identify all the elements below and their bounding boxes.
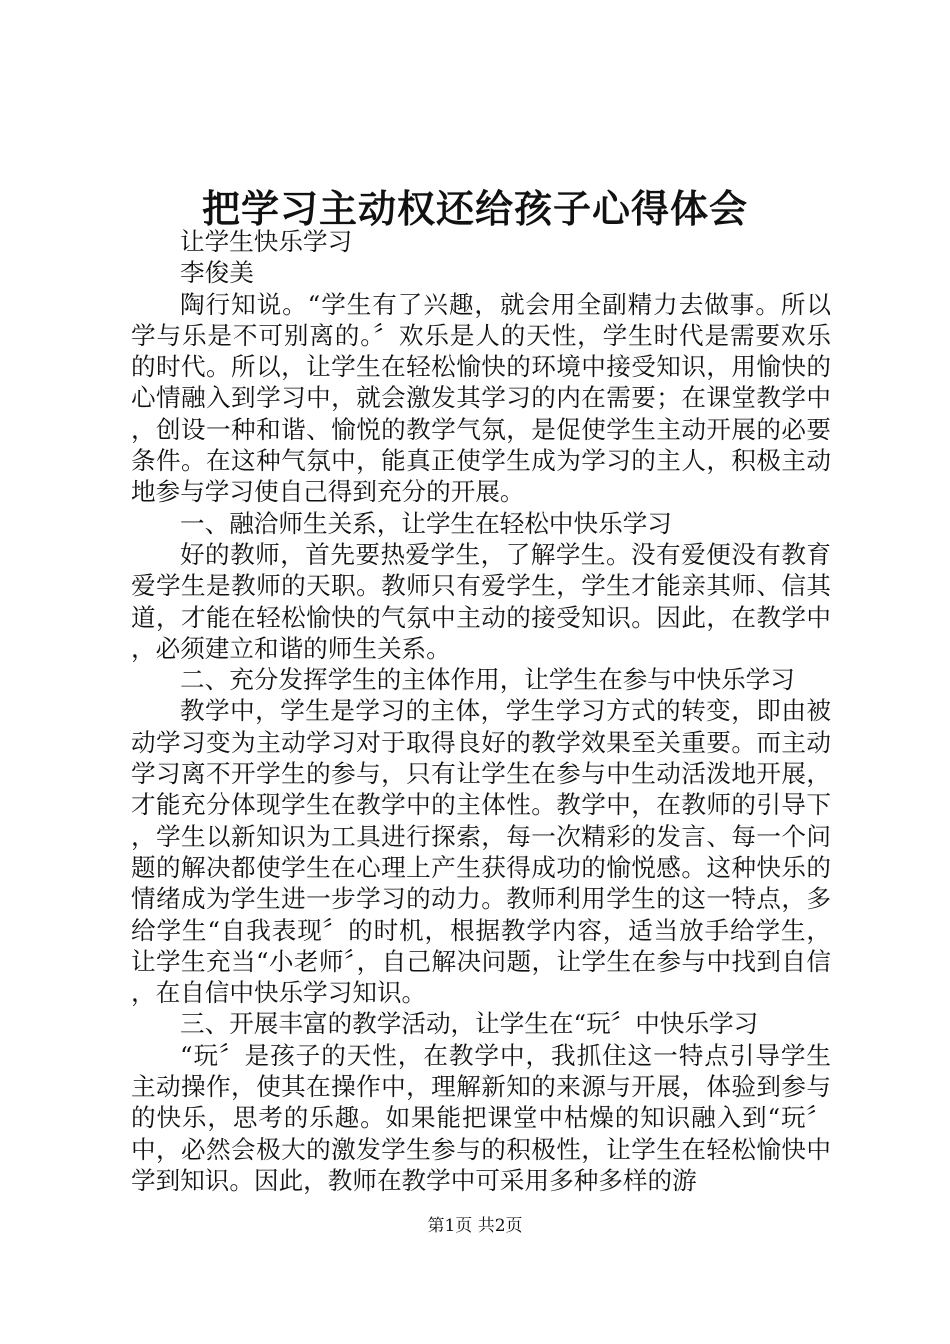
section-heading-2: 二、充分发挥学生的主体作用，让学生在参与中快乐学习 bbox=[180, 665, 795, 695]
section-heading-1: 一、融洽师生关系，让学生在轻松中快乐学习 bbox=[180, 508, 672, 538]
section-paragraph-3: “玩〞是孩子的天性，在教学中，我抓住这一特点引导学生主动操作，使其在操作中，理解新知的来源与开展，体验到参与的快乐，思考的乐趣。如果能把课堂中枯燥的知识融入到“玩〞中，必然会极大的激发学生参与的积极性，让学生在轻松愉快中学到知识。因此，教师在教学中可采用多种多样的游 bbox=[131, 1040, 831, 1195]
section-heading-3: 三、开展丰富的教学活动，让学生在“玩〞中快乐学习 bbox=[180, 1009, 759, 1039]
document-body bbox=[131, 226, 831, 1196]
intro-paragraph: 陶行知说。“学生有了兴趣，就会用全副精力去做事。所以学与乐是不可别离的。〞欢乐是人的天性，学生时代是需要欢乐的时代。所以，让学生在轻松愉快的环境中接受知识，用愉快的心情融入到学习中，就会激发其学习的内在需要；在课堂教学中，创设一种和谐、愉悦的教学气氛，是促使学生主动开展的必要条件。在这种气氛中，能真正使学生成为学习的主人，积极主动地参与学习使自己得到充分的开展。 bbox=[131, 289, 831, 507]
document-title: 把学习主动权还给孩子心得体会 bbox=[201, 186, 748, 231]
section-paragraph-2: 教学中，学生是学习的主体，学生学习方式的转变，即由被动学习变为主动学习对于取得良好的教学效果至关重要。而主动学习离不开学生的参与，只有让学生在参与中生动活泼地开展，才能充分体现学生在教学中的主体性。教学中，在教师的引导下，学生以新知识为工具进行探索，每一次精彩的发言、每一个问题的解决都使学生在心理上产生获得成功的愉悦感。这种快乐的情绪成为学生进一步学习的动力。教师利用学生的这一特点，多给学生“自我表现〞的时机，根据教学内容，适当放手给学生，让学生充当“小老师〞，自己解决问题，让学生在参与中找到自信，在自信中快乐学习知识。 bbox=[131, 696, 831, 1008]
author-name: 李俊美 bbox=[180, 258, 254, 288]
section-paragraph-1: 好的教师，首先要热爱学生，了解学生。没有爱便没有教育爱学生是教师的天职。教师只有爱学生，学生才能亲其师、信其道，才能在轻松愉快的气氛中主动的接受知识。因此，在教学中，必须建立和谐的师生关系。 bbox=[131, 539, 831, 663]
subtitle: 让学生快乐学习 bbox=[180, 227, 353, 256]
page-number: 第1页 共2页 bbox=[427, 1216, 523, 1236]
